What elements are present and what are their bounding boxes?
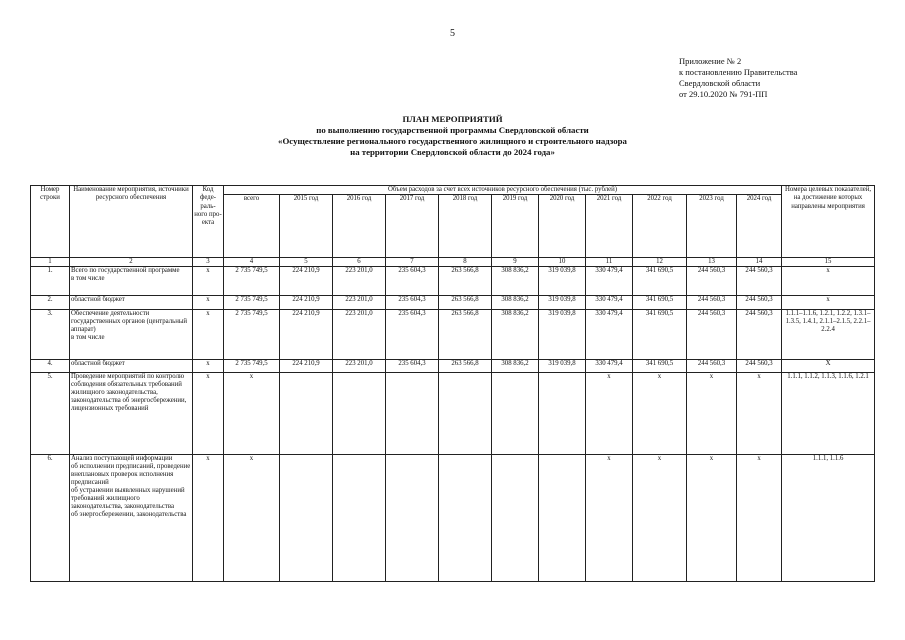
column-number: 6	[333, 258, 386, 267]
row-value: х	[687, 455, 737, 582]
row-value: 330 479,4	[586, 267, 633, 296]
row-value	[492, 455, 539, 582]
row-code: х	[193, 296, 224, 310]
row-targets: 1.1.1–1.1.6, 1.2.1, 1.2.2, 1.3.1–1.3.5, 1.4.1, 2.1.1–2.1.5, 2.2.1–2.2.4	[782, 310, 875, 360]
row-value: х	[687, 373, 737, 455]
row-name: областной бюджет	[70, 360, 193, 373]
row-value: 2 735 749,5	[224, 296, 280, 310]
row-name: Анализ поступающей информации об исполнении предписаний, проведение внеплановых проверок исполнения предписаний об устранении выявленных нарушений требований жилищного законодательства, законодательства об энергосбережении, законодательства	[70, 455, 193, 582]
row-targets: х	[782, 296, 875, 310]
row-code: х	[193, 267, 224, 296]
row-value: 244 560,3	[737, 360, 782, 373]
row-value: х	[737, 455, 782, 582]
row-value: 235 604,3	[386, 360, 439, 373]
row-value: х	[586, 373, 633, 455]
column-number: 9	[492, 258, 539, 267]
row-value	[386, 455, 439, 582]
row-value: 319 039,8	[539, 360, 586, 373]
row-value: 2 735 749,5	[224, 267, 280, 296]
row-value: 319 039,8	[539, 310, 586, 360]
row-value	[280, 373, 333, 455]
header-expenses-group: Объем расходов за счет всех источников ресурсного обеспечения (тыс. рублей)	[224, 186, 782, 195]
row-value: 330 479,4	[586, 360, 633, 373]
appendix-line: к постановлению Правительства	[679, 67, 798, 77]
row-value	[492, 373, 539, 455]
row-name: областной бюджет	[70, 296, 193, 310]
appendix-note	[679, 56, 797, 100]
row-value	[280, 455, 333, 582]
page-number: 5	[450, 28, 455, 39]
row-value: 308 836,2	[492, 296, 539, 310]
header-year: 2024 год	[737, 195, 782, 258]
row-value: 224 210,9	[280, 296, 333, 310]
row-value: 341 690,5	[633, 360, 687, 373]
row-value: 223 201,0	[333, 267, 386, 296]
row-value: х	[737, 373, 782, 455]
column-number: 5	[280, 258, 333, 267]
column-number: 8	[439, 258, 492, 267]
row-value: 263 566,8	[439, 267, 492, 296]
column-number: 12	[633, 258, 687, 267]
header-year: 2017 год	[386, 195, 439, 258]
row-value: 223 201,0	[333, 360, 386, 373]
row-value: х	[633, 373, 687, 455]
row-value: 223 201,0	[333, 310, 386, 360]
row-value: 263 566,8	[439, 296, 492, 310]
header-year: 2015 год	[280, 195, 333, 258]
title-line: на территории Свердловской области до 2024 года»	[350, 147, 555, 157]
row-value: 308 836,2	[492, 267, 539, 296]
row-code: х	[193, 455, 224, 582]
appendix-line: Свердловской области	[679, 78, 761, 88]
row-targets: 1.1.1, 1.1.6	[782, 455, 875, 582]
row-number: 3.	[31, 310, 70, 360]
document-title	[150, 114, 755, 158]
row-value	[439, 455, 492, 582]
header-year: 2019 год	[492, 195, 539, 258]
column-number: 7	[386, 258, 439, 267]
header-row	[31, 186, 875, 195]
row-number: 1.	[31, 267, 70, 296]
table-row	[31, 455, 875, 582]
row-value: 308 836,2	[492, 360, 539, 373]
row-value: 330 479,4	[586, 310, 633, 360]
row-value	[539, 455, 586, 582]
column-number: 2	[70, 258, 193, 267]
header-year: 2020 год	[539, 195, 586, 258]
row-code: х	[193, 373, 224, 455]
header-year: 2021 год	[586, 195, 633, 258]
row-value: 2 735 749,5	[224, 360, 280, 373]
row-targets: х	[782, 267, 875, 296]
table-row	[31, 373, 875, 455]
title-line: ПЛАН МЕРОПРИЯТИЙ	[402, 114, 503, 124]
row-value	[333, 455, 386, 582]
row-code: х	[193, 360, 224, 373]
column-number: 10	[539, 258, 586, 267]
row-name: Проведение мероприятий по контролю соблюдения обязательных требований жилищного законодательства, законодательства об энергосбережении, лицензионных требований	[70, 373, 193, 455]
row-value: 235 604,3	[386, 310, 439, 360]
row-value: х	[633, 455, 687, 582]
header-targets: Номера целевых показателей, на достижение которых направлены мероприятия	[782, 186, 875, 258]
row-value: 244 560,3	[687, 296, 737, 310]
header-name: Наименование мероприятия, источники ресурсного обеспечения	[70, 186, 193, 258]
header-year: всего	[224, 195, 280, 258]
row-number: 6.	[31, 455, 70, 582]
row-value: 244 560,3	[687, 267, 737, 296]
row-targets: Х	[782, 360, 875, 373]
column-number: 15	[782, 258, 875, 267]
row-value: 244 560,3	[687, 310, 737, 360]
header-year: 2023 год	[687, 195, 737, 258]
appendix-line: Приложение № 2	[679, 56, 742, 66]
table-row	[31, 310, 875, 360]
header-code: Код феде-раль-ного про-екта	[193, 186, 224, 258]
plan-table	[30, 185, 875, 582]
row-value: 235 604,3	[386, 267, 439, 296]
column-number: 3	[193, 258, 224, 267]
row-value: 244 560,3	[737, 310, 782, 360]
row-value: 223 201,0	[333, 296, 386, 310]
column-number: 14	[737, 258, 782, 267]
table-row	[31, 360, 875, 373]
row-value: 341 690,5	[633, 310, 687, 360]
row-value: х	[224, 373, 280, 455]
row-value: 244 560,3	[737, 267, 782, 296]
row-code: х	[193, 310, 224, 360]
row-value: 330 479,4	[586, 296, 633, 310]
row-value	[539, 373, 586, 455]
header-year: 2016 год	[333, 195, 386, 258]
header-year: 2018 год	[439, 195, 492, 258]
row-name: Всего по государственной программе в том числе	[70, 267, 193, 296]
row-value: 341 690,5	[633, 296, 687, 310]
column-number-row	[31, 258, 875, 267]
row-number: 5.	[31, 373, 70, 455]
row-number: 2.	[31, 296, 70, 310]
row-value: 319 039,8	[539, 267, 586, 296]
header-year: 2022 год	[633, 195, 687, 258]
header-row-number: Номер строки	[31, 186, 70, 258]
table-row	[31, 267, 875, 296]
row-value: 263 566,8	[439, 310, 492, 360]
column-number: 1	[31, 258, 70, 267]
row-value: 224 210,9	[280, 360, 333, 373]
row-value	[333, 373, 386, 455]
title-line: по выполнению государственной программы Свердловской области	[316, 125, 589, 135]
row-value	[439, 373, 492, 455]
row-value: 2 735 749,5	[224, 310, 280, 360]
row-value: 244 560,3	[737, 296, 782, 310]
row-value: 308 836,2	[492, 310, 539, 360]
column-number: 4	[224, 258, 280, 267]
row-value: 263 566,8	[439, 360, 492, 373]
column-number: 13	[687, 258, 737, 267]
row-targets: 1.1.1, 1.1.2, 1.1.3, 1.1.6, 1.2.1	[782, 373, 875, 455]
row-value: 235 604,3	[386, 296, 439, 310]
row-value: 224 210,9	[280, 310, 333, 360]
row-value: х	[586, 455, 633, 582]
row-value: 341 690,5	[633, 267, 687, 296]
row-value: 244 560,3	[687, 360, 737, 373]
column-number: 11	[586, 258, 633, 267]
row-name: Обеспечение деятельности государственных органов (центральный аппарат) в том числе	[70, 310, 193, 360]
row-value	[386, 373, 439, 455]
row-number: 4.	[31, 360, 70, 373]
row-value: 319 039,8	[539, 296, 586, 310]
title-line: «Осуществление регионального государственного жилищного и строительного надзора	[278, 136, 627, 146]
appendix-line: от 29.10.2020 № 791-ПП	[679, 89, 768, 99]
table-row	[31, 296, 875, 310]
row-value: 224 210,9	[280, 267, 333, 296]
row-value: х	[224, 455, 280, 582]
